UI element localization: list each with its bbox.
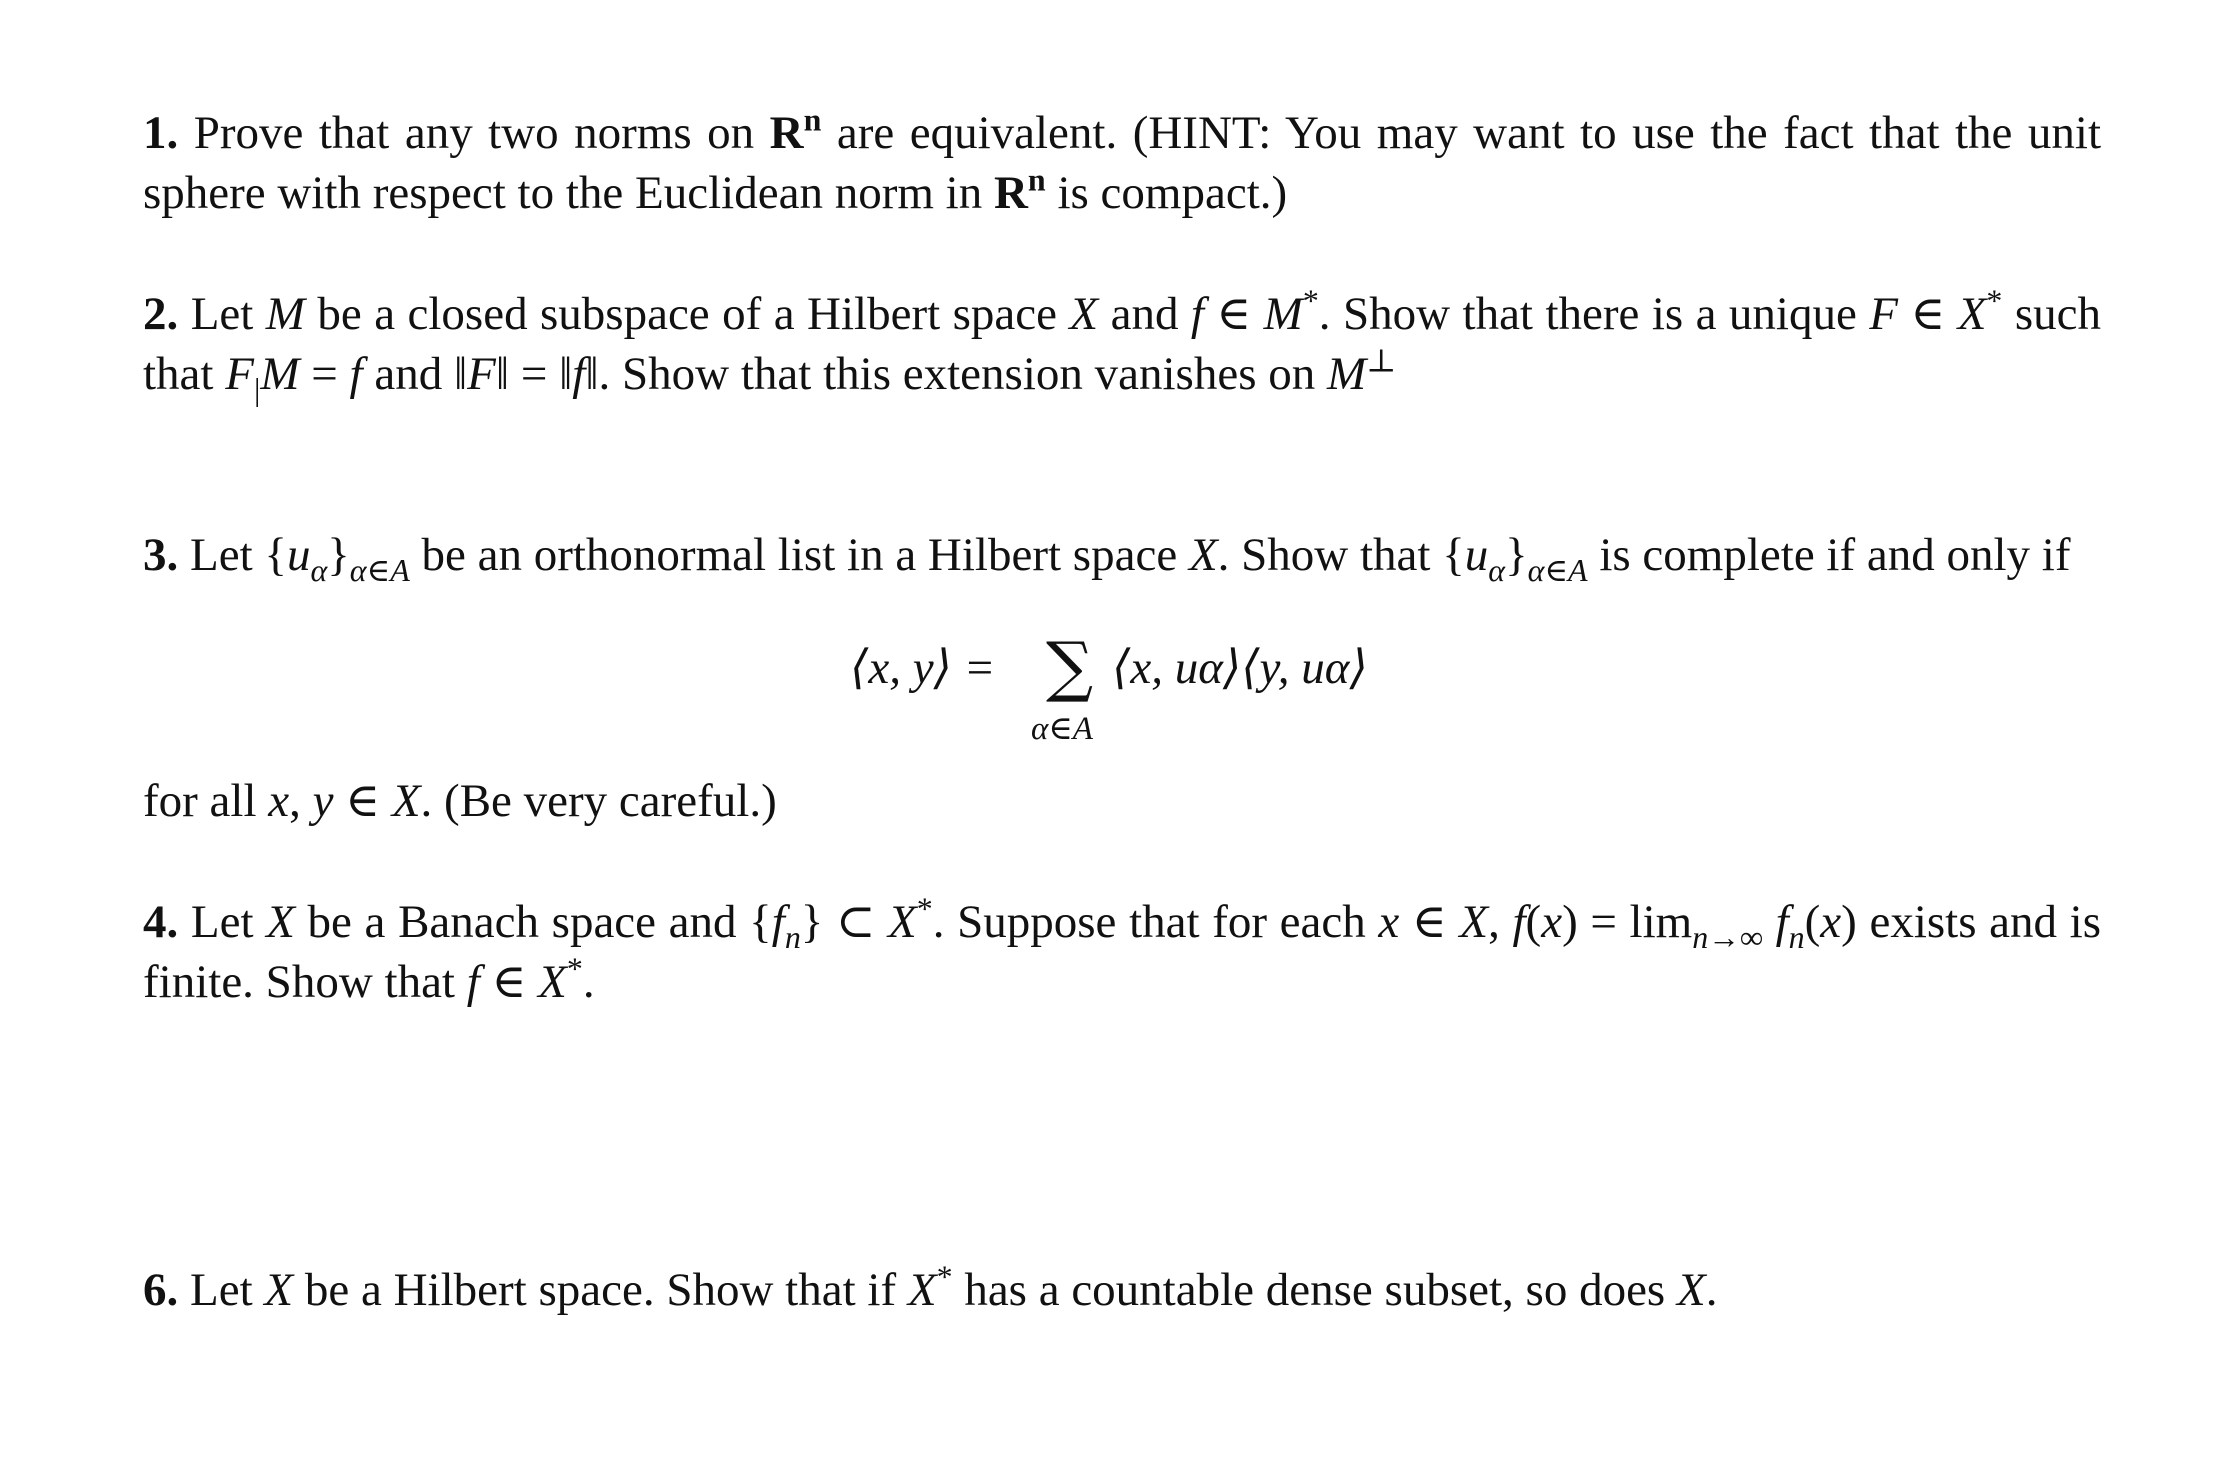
text-segment: ∈	[1203, 288, 1264, 340]
summation-symbol: ∑	[1046, 628, 1094, 705]
text-segment: }	[327, 529, 350, 581]
text-segment: *	[1986, 283, 2003, 319]
display-equation	[850, 628, 1450, 750]
text-segment: f	[349, 348, 363, 400]
text-segment: F	[225, 348, 254, 400]
text-segment: *	[566, 951, 583, 987]
problem-3	[143, 525, 2101, 589]
text-segment: n	[803, 102, 822, 138]
text-segment: f	[1190, 288, 1204, 340]
text-segment: |	[253, 372, 261, 408]
text-segment	[1763, 896, 1776, 948]
text-segment: *	[936, 1259, 953, 1295]
text-segment: for all	[143, 775, 269, 827]
text-segment: f	[771, 896, 785, 948]
problem-2	[143, 283, 2101, 408]
text-segment: n	[1788, 920, 1805, 956]
problem-1	[143, 103, 2101, 223]
text-segment: are equivalent. (HINT: You may want to use the fact that the unit sphere with respect to the Euclidean norm in	[143, 107, 2101, 219]
text-segment: X	[907, 1264, 937, 1316]
problem-number: 3.	[143, 529, 179, 581]
text-segment: n→∞	[1692, 920, 1763, 956]
text-segment: x	[1378, 896, 1400, 948]
text-segment: n	[1027, 162, 1046, 198]
text-segment: ∈	[1898, 288, 1958, 340]
text-segment: be a closed subspace of a Hilbert space	[304, 288, 1070, 340]
text-segment: is complete if and only if	[1587, 529, 2071, 581]
text-segment: be an orthonormal list in a Hilbert space	[409, 529, 1189, 581]
text-segment: α∈A	[349, 553, 410, 589]
text-segment: } ⊂	[800, 896, 889, 948]
problem-body	[190, 529, 2071, 589]
text-segment: f	[466, 956, 480, 1008]
text-segment: .	[1705, 1264, 1718, 1316]
text-segment: Let	[190, 896, 267, 948]
problem-6	[143, 1260, 2101, 1320]
text-segment: y	[312, 775, 334, 827]
text-segment: u	[286, 529, 311, 581]
text-segment: ∈	[479, 956, 539, 1008]
text-segment: x	[268, 775, 290, 827]
text-segment: R	[993, 167, 1028, 219]
text-segment: and	[1098, 288, 1191, 340]
text-segment: X	[266, 896, 295, 948]
text-segment: X	[1069, 288, 1099, 340]
text-segment: f	[1512, 896, 1526, 948]
text-segment: ‖ = ‖	[495, 348, 573, 400]
text-segment: X	[1188, 529, 1218, 581]
text-segment: u	[1464, 529, 1489, 581]
text-segment: X	[264, 1264, 294, 1316]
problem-number: 6.	[143, 1264, 179, 1316]
problem-3-continuation	[143, 771, 2101, 831]
text-segment: and ‖	[362, 348, 468, 400]
text-segment: . Show that there is a unique	[1318, 288, 1870, 340]
text-segment: X	[391, 775, 421, 827]
text-segment: x	[1820, 896, 1842, 948]
text-segment: M	[1327, 348, 1367, 400]
text-segment: .	[582, 956, 595, 1008]
text-segment: M	[1263, 288, 1303, 340]
text-segment: ∈	[333, 775, 392, 827]
text-segment: Let	[190, 1264, 265, 1316]
text-segment: . Suppose that for each	[932, 896, 1379, 948]
text-segment: ,	[289, 775, 313, 827]
problem-4	[143, 892, 2101, 1012]
text-segment: X	[1459, 896, 1489, 948]
text-segment: ⊥	[1366, 343, 1397, 379]
summation-index: α∈A	[1031, 711, 1093, 747]
problem-6-text	[143, 1260, 2101, 1320]
text-segment: ) = lim	[1562, 896, 1693, 948]
problem-2-text	[143, 283, 2101, 408]
text-segment: *	[916, 891, 933, 927]
text-segment: X	[538, 956, 567, 1008]
problem-3-after-text	[143, 771, 2101, 831]
text-segment: X	[888, 896, 917, 948]
text-segment: ∈	[1399, 896, 1460, 948]
text-segment: f	[572, 348, 586, 400]
text-segment: Prove that any two norms on	[193, 107, 770, 159]
problem-body	[143, 775, 777, 827]
text-segment: Let	[190, 288, 266, 340]
text-segment: . Show that {	[1217, 529, 1465, 581]
text-segment: F	[1869, 288, 1898, 340]
text-segment: be a Banach space and {	[294, 896, 772, 948]
text-segment: ,	[1488, 896, 1513, 948]
problem-1-text	[143, 103, 2101, 223]
text-segment: M	[260, 348, 300, 400]
text-segment: n	[784, 920, 801, 956]
text-segment: be a Hilbert space. Show that if	[293, 1264, 908, 1316]
text-segment: such that	[143, 288, 2101, 400]
problem-number: 2.	[143, 288, 179, 340]
text-segment: X	[1957, 288, 1987, 340]
text-segment: is compact.)	[1045, 167, 1288, 219]
text-segment: F	[467, 348, 496, 400]
text-segment: f	[1775, 896, 1789, 948]
text-segment: R	[769, 107, 804, 159]
text-segment: }	[1505, 529, 1528, 581]
problem-number: 4.	[143, 896, 179, 948]
text-segment: . (Be very careful.)	[420, 775, 777, 827]
text-segment: M	[265, 288, 305, 340]
text-segment: x	[1541, 896, 1563, 948]
problem-number: 1.	[143, 107, 179, 159]
problem-body	[190, 1259, 1718, 1316]
text-segment: α∈A	[1527, 553, 1588, 589]
text-segment: has a countable dense subset, so does	[952, 1264, 1677, 1316]
text-segment: Let {	[190, 529, 287, 581]
text-segment: ‖. Show that this extension vanishes on	[585, 348, 1327, 400]
text-segment: (	[1525, 896, 1542, 948]
text-segment: α	[310, 553, 328, 589]
equation-lhs: ⟨x, y⟩ =	[850, 642, 996, 694]
problem-3-text	[143, 525, 2101, 589]
text-segment: =	[299, 348, 350, 400]
text-segment: *	[1302, 283, 1319, 319]
problem-body	[143, 891, 2102, 1008]
problem-body	[143, 102, 2101, 219]
equation-rhs: ⟨x, uα⟩⟨y, uα⟩	[1112, 642, 1368, 694]
problem-4-text	[143, 892, 2101, 1012]
text-segment: (	[1804, 896, 1821, 948]
text-segment: α	[1488, 553, 1506, 589]
text-segment: X	[1676, 1264, 1706, 1316]
text-segment: ) exists and is finite. Show that	[143, 896, 2102, 1008]
problem-body	[143, 283, 2101, 408]
